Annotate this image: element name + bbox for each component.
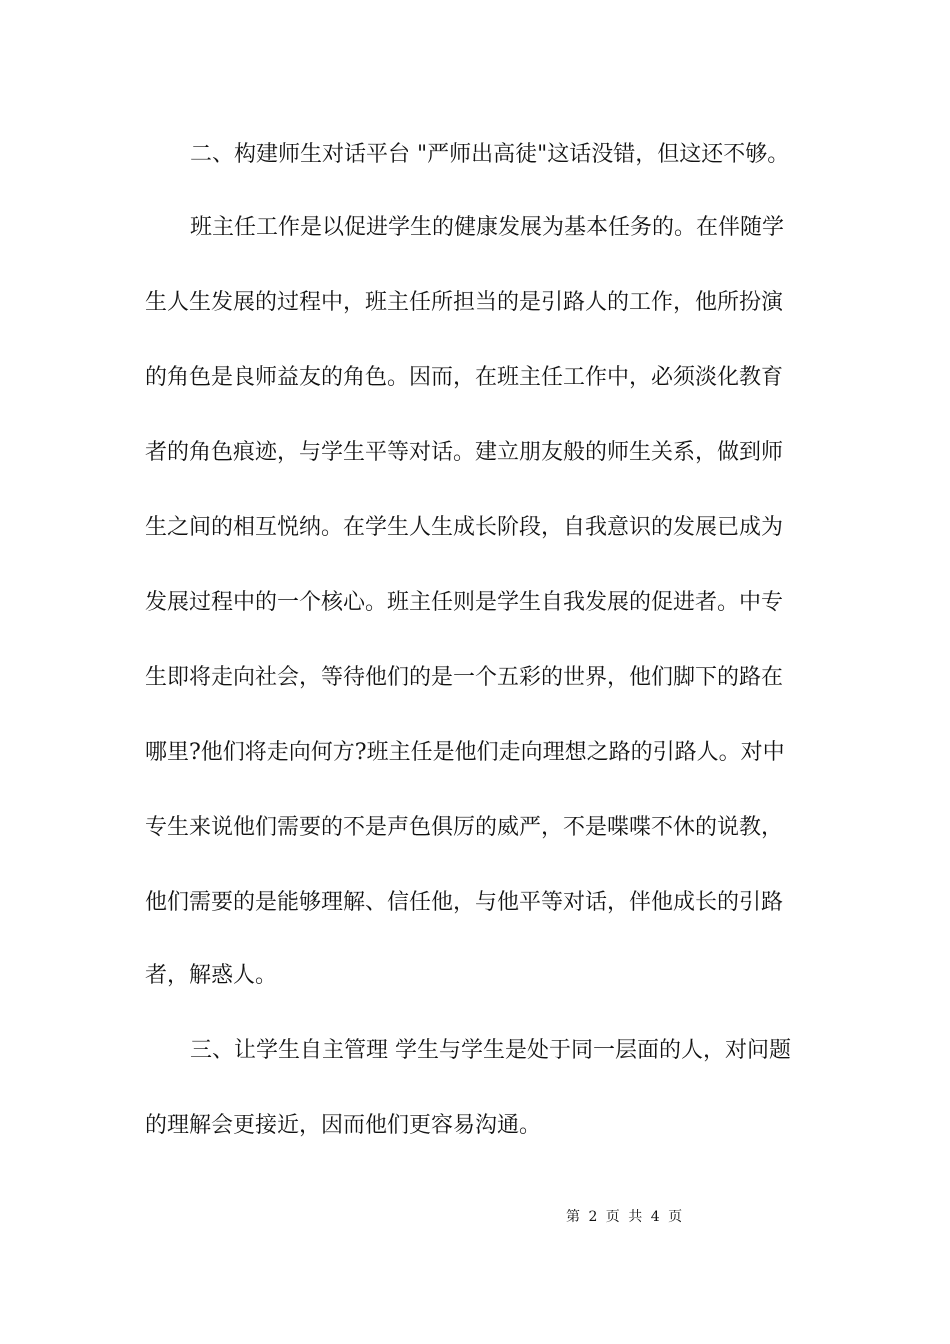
line-text: 生人生发展的过程中，班主任所担当的是引路人的工作，他所扮演 bbox=[145, 290, 784, 315]
line-text: 者，解惑人。 bbox=[145, 963, 278, 988]
line-text: 生即将走向社会，等待他们的是一个五彩的世界，他们脚下的路在 bbox=[145, 665, 784, 690]
line-text: 专生来说他们需要的不是声色俱厉的威严，不是喋喋不休的说教， bbox=[145, 815, 784, 840]
line-text: 者的角色痕迹，与学生平等对话。建立朋友般的师生关系，做到师 bbox=[145, 440, 784, 465]
line-text: 生之间的相互悦纳。在学生人生成长阶段，自我意识的发展已成为 bbox=[145, 515, 784, 540]
line-text: 的角色是良师益友的角色。因而，在班主任工作中，必须淡化教育 bbox=[145, 365, 784, 390]
line-text: 二、构建师生对话平台 "严师出高徒"这话没错，但这还不够。 bbox=[190, 142, 790, 167]
line-text: 的理解会更接近，因而他们更容易沟通。 bbox=[145, 1113, 542, 1138]
line-text: 发展过程中的一个核心。班主任则是学生自我发展的促进者。中专 bbox=[145, 590, 784, 615]
line-text: 班主任工作是以促进学生的健康发展为基本任务的。在伴随学 bbox=[190, 215, 785, 240]
page-number: 第 2 页 共 4 页 bbox=[566, 1209, 685, 1225]
line-text: 三、让学生自主管理 学生与学生是处于同一层面的人，对问题 bbox=[190, 1038, 791, 1063]
line-text: 他们需要的是能够理解、信任他，与他平等对话，伴他成长的引路 bbox=[145, 890, 784, 915]
line-text: 哪里?他们将走向何方?班主任是他们走向理想之路的引路人。对中 bbox=[145, 740, 785, 765]
